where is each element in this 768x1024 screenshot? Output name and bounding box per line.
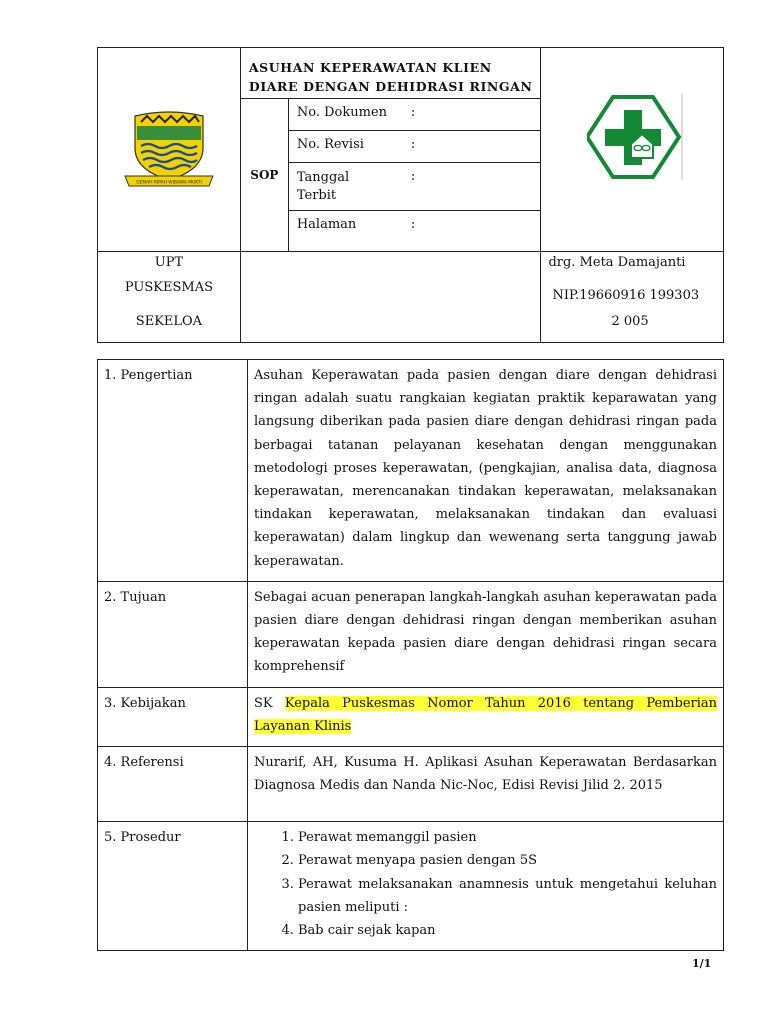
puskesmas-cross-logo [587,94,687,180]
signatory-name: drg. Meta Damajanti [548,255,686,270]
field-halaman [288,211,541,252]
prosedur-steps [254,826,717,942]
referensi-text: Nurarif, AH, Kusuma H. Aplikasi Asuhan Keperawatan Berdasarkan Diagnosa Medis dan Nanda Nic-Noc, Edisi Revisi Jilid 2. 2015 [248,747,724,822]
document-title-line2: DIARE DENGAN DEHIDRASI RINGAN [248,79,533,94]
sop-label: SOP [240,99,288,252]
section-label: 4. Referensi [98,747,248,822]
section-label: 2. Tujuan [98,581,248,687]
blank-cell [240,252,541,343]
section-label: 1. Pengertian [98,360,248,582]
logo-banner-text: GEMAH RIPAH WIBAWA MUKTI [136,180,202,185]
field-label: No. Dokumen [296,105,387,120]
signatory-nip-line2: 2 005 [611,314,649,329]
field-label: Halaman [296,217,357,232]
unit-line1: UPT [154,255,184,270]
list-item: 4. Bab cair sejak kapan [298,919,717,942]
field-separator: : [410,137,416,152]
kebijakan-text [248,687,724,746]
right-logo-cell [541,48,724,252]
list-item: 2. Perawat menyapa pasien dengan 5S [298,849,717,872]
signatory-cell [541,252,724,343]
field-separator: : [410,105,416,120]
pengertian-text: Asuhan Keperawatan pada pasien dengan diare dengan dehidrasi ringan adalah suatu rangkaian kegiatan praktik keparawatan yang langsung diberikan pada pasien diare dengan dehidrasi ringan pada berbagai tatanan pelayanan kesehatan dengan menggunakan metodologi proses keperawatan, (pengkajian, analisa data, diagnosa keperawatan, merencanakan tindakan keperawatan, melaksanakan tindakan keperawatan, melaksanakan tindakan dan evaluasi keperawatan) dalam lingkup dan wewenang serta tanggung jawab keperawatan. [248,360,724,582]
sop-content-table [97,359,724,951]
list-item: 3. Perawat melaksanakan anamnesis untuk mengetahui keluhan pasien meliputi : [298,873,717,919]
kebijakan-prefix: SK [254,695,285,711]
prosedur-cell [248,822,724,951]
field-label: Tanggal Terbit [296,170,350,203]
tujuan-text: Sebagai acuan penerapan langkah-langkah asuhan keperawatan pada pasien diare dengan dehidrasi ringan dengan memberikan asuhan keperawatan kepada pasien diare dengan dehidrasi ringan secara komprehensif [248,581,724,687]
section-label: 5. Prosedur [98,822,248,951]
unit-line3: SEKELOA [135,314,203,329]
field-no-dokumen [288,99,541,131]
field-separator: : [410,169,416,184]
title-cell [240,48,541,99]
field-no-revisi [288,131,541,163]
field-separator: : [410,217,416,232]
left-logo-cell [98,48,241,252]
list-item: 1. Perawat memanggil pasien [298,826,717,849]
unit-line2: PUSKESMAS [124,280,213,295]
field-tanggal-terbit [288,163,541,211]
kebijakan-highlight: Kepala Puskesmas Nomor Tahun 2016 tentang Pemberian Layanan Klinis [254,695,718,735]
sop-header-table [97,47,724,343]
document-title-line1: ASUHAN KEPERAWATAN KLIEN [248,60,492,75]
signatory-nip-line1: NIP.19660916 199303 [552,288,700,303]
unit-cell [98,252,241,343]
field-label: No. Revisi [296,137,364,152]
section-label: 3. Kebijakan [98,687,248,746]
city-crest-logo [121,108,217,188]
page-number: 1/1 [692,957,712,970]
